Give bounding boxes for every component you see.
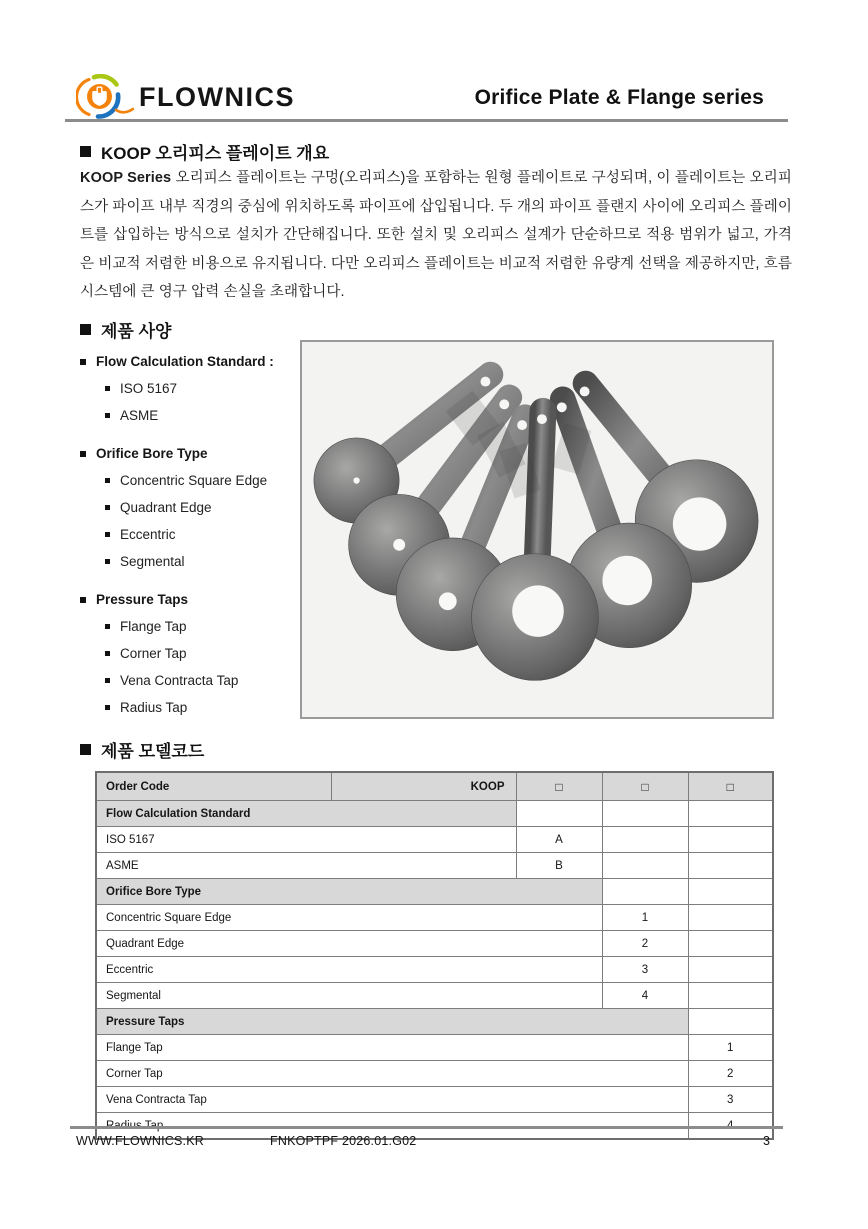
option-label-cell: Segmental bbox=[96, 983, 602, 1009]
order-code-label-cell: Order Code bbox=[96, 772, 331, 801]
empty-cell bbox=[602, 853, 688, 879]
footer-doc-code: FNKOPTPF 2026.01.G02 bbox=[270, 1134, 417, 1148]
page-title: Orifice Plate & Flange series bbox=[474, 86, 764, 109]
placeholder-cell: □ bbox=[516, 772, 602, 801]
spec-item bbox=[80, 667, 315, 694]
option-code-cell: A bbox=[516, 827, 602, 853]
option-code-cell: 1 bbox=[602, 905, 688, 931]
section-square-icon bbox=[80, 324, 91, 335]
spec-item bbox=[80, 467, 315, 494]
empty-cell bbox=[688, 801, 773, 827]
spec-item bbox=[80, 375, 315, 402]
section-title-cell: Flow Calculation Standard bbox=[96, 801, 516, 827]
empty-cell bbox=[688, 879, 773, 905]
spec-item bbox=[80, 521, 315, 548]
empty-cell bbox=[602, 879, 688, 905]
empty-cell bbox=[602, 801, 688, 827]
option-label-cell: Flange Tap bbox=[96, 1035, 688, 1061]
spec-label-text: Flow Calculation Standard : bbox=[96, 354, 274, 369]
table-row-section-title bbox=[96, 879, 773, 905]
table-row-option bbox=[96, 1061, 773, 1087]
order-code-value-cell: KOOP bbox=[331, 772, 516, 801]
option-label-cell: Quadrant Edge bbox=[96, 931, 602, 957]
spec-item-text: Corner Tap bbox=[120, 646, 187, 661]
table-row-option bbox=[96, 1035, 773, 1061]
spec-group-pressure-taps bbox=[80, 586, 315, 721]
overview-section-heading bbox=[80, 139, 329, 164]
overview-paragraph bbox=[80, 164, 792, 307]
bullet-square-icon bbox=[80, 451, 86, 457]
model-code-table bbox=[95, 771, 774, 1140]
table-row-option bbox=[96, 827, 773, 853]
option-code-cell: 2 bbox=[602, 931, 688, 957]
table-row-option bbox=[96, 983, 773, 1009]
table-row-option bbox=[96, 853, 773, 879]
bullet-square-icon bbox=[105, 505, 110, 510]
bullet-square-icon bbox=[105, 559, 110, 564]
option-label-cell: ASME bbox=[96, 853, 516, 879]
spec-item-text: Vena Contracta Tap bbox=[120, 673, 239, 688]
spec-item bbox=[80, 694, 315, 721]
table-row-option bbox=[96, 957, 773, 983]
empty-cell bbox=[688, 827, 773, 853]
table-row-section-title bbox=[96, 1009, 773, 1035]
empty-cell bbox=[688, 957, 773, 983]
bullet-square-icon bbox=[105, 386, 110, 391]
orifice-plates-photo bbox=[300, 340, 774, 719]
header-divider bbox=[65, 119, 788, 122]
placeholder-cell: □ bbox=[602, 772, 688, 801]
bullet-square-icon bbox=[105, 705, 110, 710]
table-row-option bbox=[96, 931, 773, 957]
bullet-square-icon bbox=[105, 624, 110, 629]
table-row-section-title bbox=[96, 801, 773, 827]
spec-item-text: ISO 5167 bbox=[120, 381, 178, 396]
spec-label-text: Pressure Taps bbox=[96, 592, 189, 607]
bullet-square-icon bbox=[105, 413, 110, 418]
table-row-option bbox=[96, 1087, 773, 1113]
spec-item-text: Eccentric bbox=[120, 527, 176, 542]
placeholder-cell: □ bbox=[688, 772, 773, 801]
bullet-square-icon bbox=[80, 359, 86, 365]
spec-item bbox=[80, 494, 315, 521]
bullet-square-icon bbox=[105, 651, 110, 656]
spec-item-text: Segmental bbox=[120, 554, 185, 569]
spec-item bbox=[80, 402, 315, 429]
empty-cell bbox=[688, 1009, 773, 1035]
spec-item-text: Quadrant Edge bbox=[120, 500, 212, 515]
spec-label-text: Orifice Bore Type bbox=[96, 446, 208, 461]
flownics-logo-icon bbox=[76, 74, 134, 120]
section-square-icon bbox=[80, 744, 91, 755]
empty-cell bbox=[688, 905, 773, 931]
spec-group-bore-type bbox=[80, 440, 315, 575]
spec-item-text: ASME bbox=[120, 408, 159, 423]
table-row-option bbox=[96, 905, 773, 931]
option-code-cell: 1 bbox=[688, 1035, 773, 1061]
overview-lead: KOOP Series bbox=[80, 170, 172, 186]
overview-body-text: 오리피스 플레이트는 구멍(오리피스)을 포함하는 원형 플레이트로 구성되며, 이 플레이트는 오리피스가 파이프 내부 직경의 중심에 위치하도록 파이프에 삽입됩니다. 두 개의 파이프 플랜지 사이에 오리피스 플레이트를 삽입하는 방식으로 설치가 간단해집니다. 또한 설치 및 오리피스 설계가 단순하므로 적용 범위가 넓고, 가격은 비교적 저렴한 비용으로 유지됩니다. 다만 오리피스 플레이트는 비교적 저렴한 유량계 선택을 제공하지만, 흐름 시스템에 큰 영구 압력 손실을 초래합니다. bbox=[80, 170, 792, 301]
footer-page-number: 3 bbox=[763, 1134, 770, 1148]
bullet-square-icon bbox=[80, 597, 86, 603]
spec-item-text: Concentric Square Edge bbox=[120, 473, 268, 488]
option-code-cell: 4 bbox=[602, 983, 688, 1009]
option-label-cell: Eccentric bbox=[96, 957, 602, 983]
overview-heading-text: KOOP 오리피스 플레이트 개요 bbox=[101, 144, 330, 163]
flownics-logo bbox=[76, 74, 295, 120]
section-title-cell: Pressure Taps bbox=[96, 1009, 688, 1035]
option-code-cell: 3 bbox=[688, 1087, 773, 1113]
footer-website: WWW.FLOWNICS.KR bbox=[76, 1134, 204, 1148]
model-code-section-heading bbox=[80, 737, 204, 762]
bullet-square-icon bbox=[105, 678, 110, 683]
spec-group-label bbox=[80, 586, 315, 613]
empty-cell bbox=[688, 853, 773, 879]
table-row-order-code bbox=[96, 772, 773, 801]
option-label-cell: Corner Tap bbox=[96, 1061, 688, 1087]
spec-group-label bbox=[80, 348, 315, 375]
footer-divider bbox=[70, 1126, 783, 1129]
brand-wordmark: FLOWNICS bbox=[139, 82, 295, 112]
option-label-cell: Vena Contracta Tap bbox=[96, 1087, 688, 1113]
bullet-square-icon bbox=[105, 532, 110, 537]
specs-heading-text: 제품 사양 bbox=[101, 322, 172, 341]
spec-item-text: Flange Tap bbox=[120, 619, 187, 634]
spec-item bbox=[80, 613, 315, 640]
option-code-cell: B bbox=[516, 853, 602, 879]
option-label-cell: ISO 5167 bbox=[96, 827, 516, 853]
bullet-square-icon bbox=[105, 478, 110, 483]
option-label-cell: Concentric Square Edge bbox=[96, 905, 602, 931]
empty-cell bbox=[688, 983, 773, 1009]
spec-group-label bbox=[80, 440, 315, 467]
spec-item bbox=[80, 548, 315, 575]
option-code-cell: 3 bbox=[602, 957, 688, 983]
empty-cell bbox=[516, 801, 602, 827]
specs-list bbox=[80, 348, 315, 732]
section-square-icon bbox=[80, 146, 91, 157]
section-title-cell: Orifice Bore Type bbox=[96, 879, 602, 905]
spec-group-flow-standard bbox=[80, 348, 315, 429]
orifice-plates-illustration bbox=[302, 342, 772, 717]
empty-cell bbox=[688, 931, 773, 957]
spec-item bbox=[80, 640, 315, 667]
model-code-heading-text: 제품 모델코드 bbox=[101, 742, 205, 761]
spec-item-text: Radius Tap bbox=[120, 700, 188, 715]
option-code-cell: 2 bbox=[688, 1061, 773, 1087]
empty-cell bbox=[602, 827, 688, 853]
specs-section-heading bbox=[80, 317, 171, 342]
